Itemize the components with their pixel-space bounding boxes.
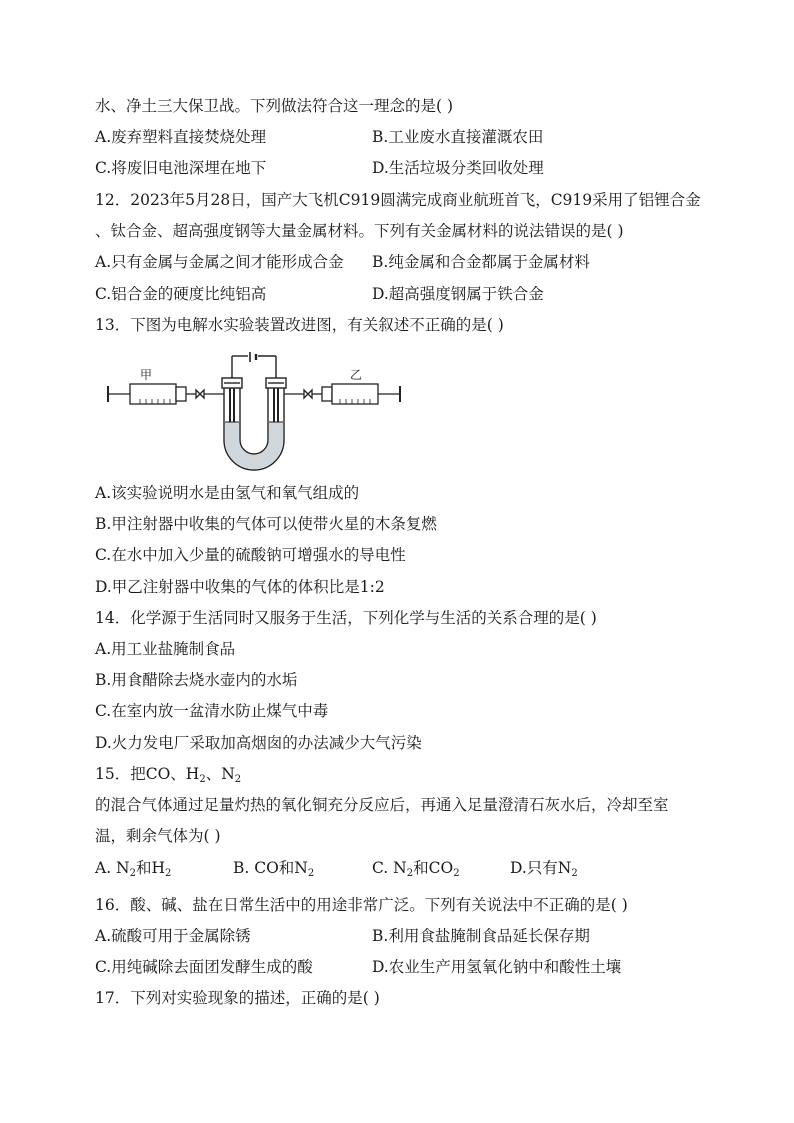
q16-stem: 16．酸、碱、盐在日常生活中的用途非常广泛。下列有关说法中不正确的是( ) (95, 896, 628, 914)
q16-option-b[interactable]: B.利用食盐腌制食品延长保存期 (372, 927, 590, 945)
right-syringe-barrel (332, 384, 378, 404)
q11-option-a[interactable]: A.废弃塑料直接焚烧处理 (95, 128, 267, 146)
q11-option-d[interactable]: D.生活垃圾分类回收处理 (372, 159, 544, 177)
q15-stem-line2: 的混合气体通过足量灼热的氧化铜充分反应后，再通入足量澄清石灰水后，冷却至室 (95, 796, 669, 814)
q11-options-row1 (95, 127, 544, 147)
q13-option-a[interactable]: A.该实验说明水是由氢气和氧气组成的 (95, 484, 360, 502)
q16-options-row1 (95, 926, 590, 946)
q15-option-a[interactable]: A. $N_2$和$H_2$ (95, 859, 172, 879)
q14-option-a[interactable]: A.用工业盐腌制食品 (95, 640, 236, 658)
electrolysis-apparatus-diagram (100, 352, 410, 472)
left-syringe-barrel (130, 384, 176, 404)
q16-option-c[interactable]: C.用纯碱除去面团发酵生成的酸 (95, 958, 313, 976)
q12-stem-line1: 12．2023年5月28日，国产大飞机C919圆满完成商业航班首飞，C919采用了铝锂合金 (95, 191, 701, 209)
q13-stem: 13．下图为电解水实验装置改进图，有关叙述不正确的是( ) (95, 316, 504, 334)
q12-stem-line2: 、钛合金、超高强度钢等大量金属材料。下列有关金属材料的说法错误的是( ) (95, 222, 624, 240)
q12-option-d[interactable]: D.超高强度钢属于铁合金 (372, 285, 544, 303)
q14-option-d[interactable]: D.火力发电厂采取加高烟囱的办法减少大气污染 (95, 734, 422, 752)
q12-option-c[interactable]: C.铝合金的硬度比纯铝高 (95, 285, 267, 303)
q16-option-a[interactable]: A.硫酸可用于金属除锈 (95, 927, 251, 945)
q15-stem-line1: 15．把CO、$H_2$、$N_2$ (95, 765, 242, 785)
left-valve (196, 390, 204, 398)
label-jia: 甲 (140, 368, 153, 382)
right-valve (304, 390, 312, 398)
q15-option-b[interactable]: B. CO和$N_2$ (233, 859, 315, 879)
q12-option-a[interactable]: A.只有金属与金属之间才能形成合金 (95, 253, 344, 271)
q13-option-c[interactable]: C.在水中加入少量的硫酸钠可增强水的导电性 (95, 546, 406, 564)
q15-option-c[interactable]: C. $N_2$和$CO_2$ (372, 859, 460, 879)
q14-stem: 14．化学源于生活同时又服务于生活，下列化学与生活的关系合理的是( ) (95, 609, 597, 627)
q16-options-row2 (95, 957, 622, 977)
u-tube-inner (240, 388, 268, 454)
q11-stem-tail: 水、净土三大保卫战。下列做法符合这一理念的是( ) (95, 97, 454, 115)
q13-option-d[interactable]: D.甲乙注射器中收集的气体的体积比是1:2 (95, 578, 385, 596)
q13-option-b[interactable]: B.甲注射器中收集的气体可以使带火星的木条复燃 (95, 515, 437, 533)
q14-option-b[interactable]: B.用食醋除去烧水壶内的水垢 (95, 671, 298, 689)
q12-options-row2 (95, 284, 544, 304)
q15-stem-line3: 温，剩余气体为( ) (95, 827, 221, 845)
q12-options-row1 (95, 252, 590, 272)
q11-option-b[interactable]: B.工业废水直接灌溉农田 (372, 128, 544, 146)
q11-options-row2 (95, 158, 544, 178)
label-yi: 乙 (350, 368, 363, 382)
q17-stem: 17．下列对实验现象的描述，正确的是( ) (95, 989, 380, 1007)
q11-option-c[interactable]: C.将废旧电池深埋在地下 (95, 159, 267, 177)
q14-option-c[interactable]: C.在室内放一盆清水防止煤气中毒 (95, 702, 329, 720)
q16-option-d[interactable]: D.农业生产用氢氧化钠中和酸性土壤 (372, 958, 622, 976)
q12-option-b[interactable]: B.纯金属和合金都属于金属材料 (372, 253, 590, 271)
q15-option-d[interactable]: D.只有$N_2$ (510, 859, 578, 879)
